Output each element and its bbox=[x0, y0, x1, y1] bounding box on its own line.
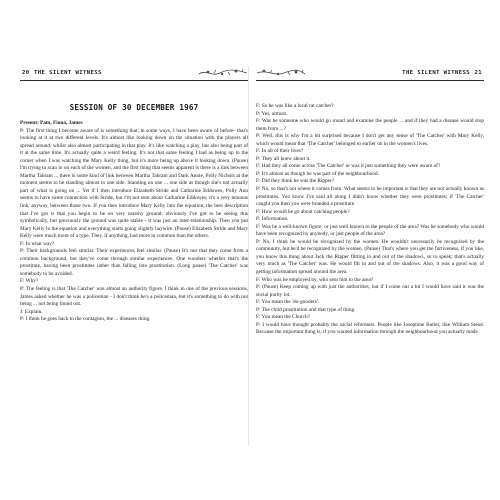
page-number: 21 bbox=[474, 70, 482, 76]
dialogue-paragraph: F: Was he someone who would go round and examine the people ... and if they had a disease would stop them from ...? bbox=[256, 118, 484, 132]
right-page bbox=[256, 66, 484, 446]
right-page-body bbox=[256, 103, 484, 337]
left-page bbox=[20, 66, 248, 446]
dialogue-paragraph: P: Yes, almost. bbox=[256, 110, 288, 117]
dialogue-paragraph: P: Their backgrounds feel similar. Their experiences feel similar. (Pause) It's not that they come from a common background, but they've come through similar experiences. One wonders whether that's the prostitute, having been prostitutes rather than falling into prostitution. (Long pause) 'The Catcher' was somebody to be avoided. bbox=[20, 248, 248, 277]
dialogue-paragraph: F: Who was he employed by, who sent him to the area? bbox=[256, 276, 374, 283]
dialogue-paragraph: F: In all of their lives? bbox=[256, 148, 304, 155]
dialogue-paragraph: J: Explain. bbox=[20, 308, 43, 315]
dialogue-paragraph: P: The child prostitution and that type of thing. bbox=[256, 306, 356, 313]
dialogue-paragraph: F: In what way? bbox=[20, 240, 55, 247]
dialogue-paragraph: F: So he was like a local rat catcher? bbox=[256, 103, 334, 109]
dialogue-paragraph: F: Why? bbox=[20, 278, 39, 285]
dialogue-paragraph: P: No, I think he would be recognized by the women. He wouldn't necessarily be recognized by the community, but he'd be recognized by the women. (Pause) That's where you get the furtiveness, if you like, you know this thing about Jack the Ripper flitting in and out of the shadows, so to speak; that's actually very much as 'The Catcher' was. He would flit in and out of the shadows. Also, it was a good way of getting information spread around the area. bbox=[256, 238, 484, 276]
present-line: Present: Pam, Fiona, James bbox=[20, 120, 83, 126]
left-page-header bbox=[20, 66, 248, 81]
dialogue-paragraph: P: It's almost as though he was part of the neighbourhood. bbox=[256, 170, 379, 177]
dialogue-paragraph: P: The feeling is that 'The Catcher' was almost an authority figure. I think in one of the previous sessions, James asked whether he was a policeman - I don't think he's a policeman, but it's something to do with not being ... not being found out. bbox=[20, 286, 248, 308]
dialogue-paragraph: F: Did they think he was the Ripper? bbox=[256, 178, 335, 185]
book-gutter bbox=[248, 66, 249, 446]
dialogue-paragraph: F: You mean the 'do-gooders'. bbox=[256, 299, 320, 306]
dialogue-paragraph: P: Well, this is why I'm a bit surprised because I don't get any sense of 'The Catcher' with Mary Kelly, which would mean that 'The Catcher' belonged to earlier on in the women's lives. bbox=[256, 133, 484, 147]
left-page-body bbox=[20, 120, 248, 324]
running-head: THE SILENT WITNESS bbox=[402, 70, 470, 76]
running-head: THE SILENT WITNESS bbox=[34, 70, 102, 76]
dialogue-paragraph: P: I think he goes back to the contagion, the ... diseases thing. bbox=[20, 316, 151, 323]
decorative-vine-ornament-icon bbox=[256, 68, 306, 78]
dialogue-paragraph: P: I would have thought probably the social reformers. People like Josephine Butler, like William Stead. Because the important thing is, if you wanted information through the neighbourhood you actually made bbox=[256, 321, 484, 336]
right-page-header bbox=[256, 66, 484, 81]
dialogue-paragraph: F: Had they all come across 'The Catcher' or was it just something they were aware of? bbox=[256, 163, 441, 170]
session-title: SESSION OF 30 DECEMBER 1967 bbox=[69, 103, 199, 112]
decorative-vine-ornament-icon bbox=[198, 68, 248, 78]
dialogue-paragraph: F: You mean the Church? bbox=[256, 314, 310, 321]
dialogue-paragraph: F: How would he go about catching people? bbox=[256, 208, 350, 215]
dialogue-paragraph: P: (Pause) Keep coming up with just the authorities, but if I come out a bit I would have said it was the social purity lot. bbox=[256, 284, 484, 298]
page-number: 20 bbox=[22, 70, 30, 76]
dialogue-paragraph: F: Was he a well-known figure, or just well known to the people of the area? Was he somebody who would have been recognized by anybody, or just people of the area? bbox=[256, 223, 484, 238]
dialogue-paragraph: P: They all knew about it. bbox=[256, 155, 311, 162]
dialogue-paragraph: P: The first thing I become aware of is something that, in some ways, I have been aware of before- that's looking at it at two different levels. It's almost like looking down on the situation with the players all spread around, whilst also almost participating in that play. It's like watching a play, but also being part of it at the same time. It's actually quite a weird feeling. It's not that same feeling I had as being up in the corner when I was watching the Mary Kelly thing, but it's more being up above it looking down. (Pause) I'm trying to scan in on each of the women, and the first thing that seems apparent is there is a link between Martha Tabram ... there is some kind of link between Martha Tabram and Dark Annie, Polly Nichols at the moment seems to be standing almost to one side. Standing on one ... one side as though she's not actually part of what is going on ... Yet if I then introduce Elizabeth Stride and Catharine Eddowes, Polly Ann seems to have some connection with Stride, but I'm not sure about Catharine Eddowes; it's a very tenuous link, anyway, between those two. If you then introduce Mary Kelly into the equation, the best description that I've got is that you begin to be on very marshy ground: obviously I've got to be seeing this symbolically, but previously the ground was quite stable - it was just an inter-relationship. Then you put Mary Kelly in the equation and everything starts going slightly haywire. (Pause) Elizabeth Stride and Mary Kelly were much more of a type. They, if anything, had more in common than the others. bbox=[20, 127, 248, 240]
dialogue-paragraph: P: No, so that's not where it comes from. What seems to be important is that they are not actually known as prostitutes. You know I've said all along I didn't know whether they were prostitutes; if 'The Catcher' caught you then you were branded a prostitute. bbox=[256, 186, 484, 208]
dialogue-paragraph: P: Information. bbox=[256, 216, 289, 223]
